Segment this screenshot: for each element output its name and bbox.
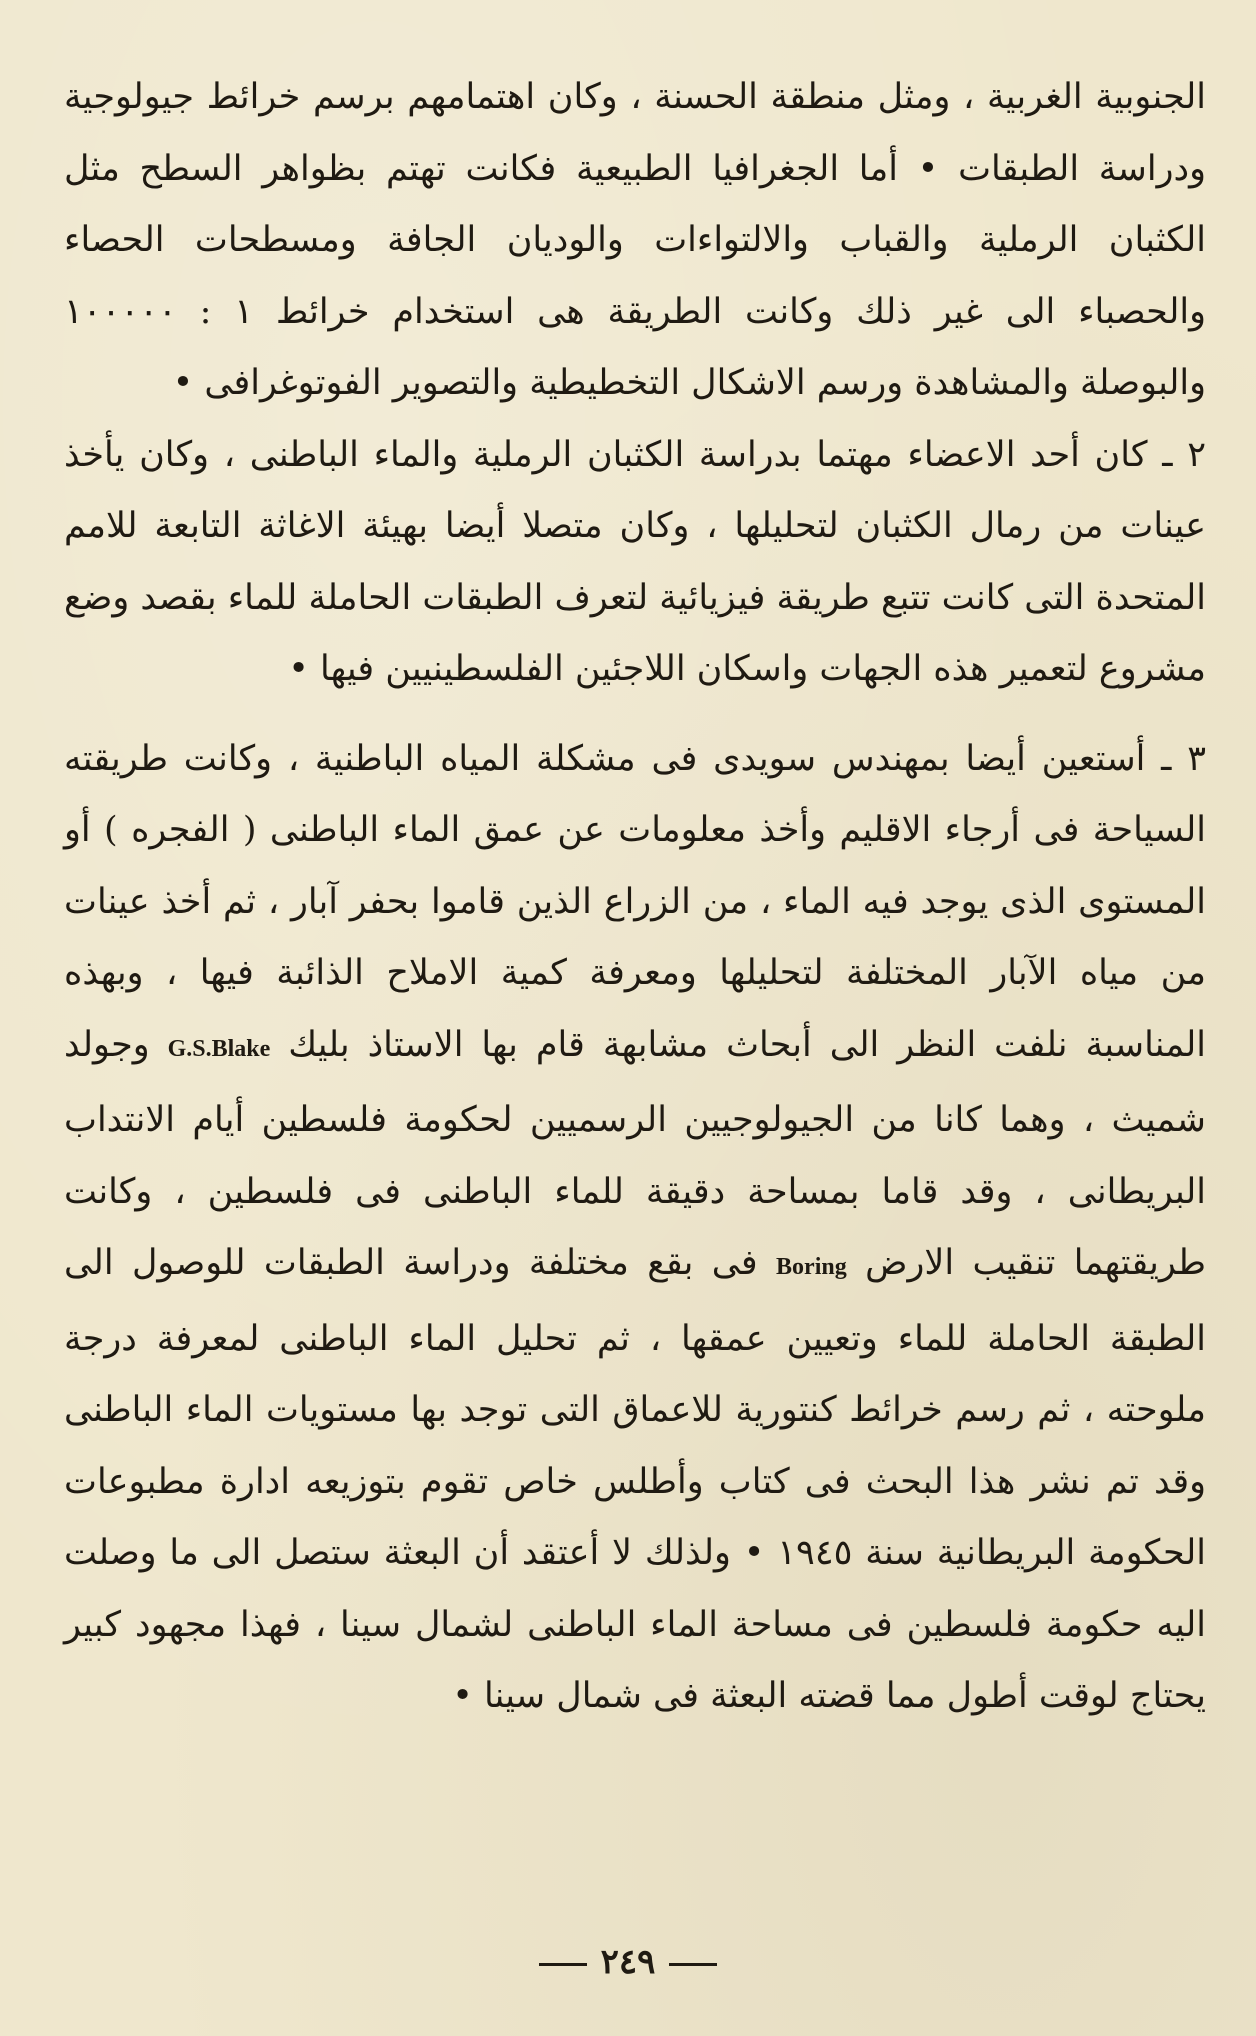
page-number: ٢٤٩ — [600, 1942, 656, 1982]
latin-term-boring: Boring — [776, 1254, 847, 1280]
paragraph-1: الجنوبية الغربية ، ومثل منطقة الحسنة ، وكان اهتمامهم برسم خرائط جيولوجية ودراسة الطبقات • أما الجغرافيا الطبيعية فكانت تهتم بظواهر السطح مثل الكثبان الرملية والقباب والالتواءات والوديان الجافة ومسطحات الحصاء والحصباء الى غير ذلك وكانت الطريقة هى استخدام خرائط ١ : ١٠٠٠٠٠ والبوصلة والمشاهدة ورسم الاشكال التخطيطية والتصوير الفوتوغرافى • — [64, 77, 1206, 403]
latin-name-blake: G.S.Blake — [167, 1035, 271, 1062]
paragraph-3-part-3: فى بقع مختلفة ودراسة الطبقات للوصول الى الطبقة الحاملة للماء وتعيين عمقها ، ثم تحليل الماء الباطنى لمعرفة درجة ملوحته ، ثم رسم خرائط كنتورية للاعماق التى توجد بها مستويات الماء الباطنى وقد تم نشر هذا البحث فى كتاب وأطلس خاص تقوم بتوزيعه ادارة مطبوعات الحكومة البريطانية سنة ١٩٤٥ • ولذلك لا أعتقد أن البعثة ستصل الى ما وصلت اليه حكومة فلسطين فى مساحة الماء الباطنى لشمال سينا ، فهذا مجهود كبير يحتاج لوقت أطول مما قضته البعثة فى شمال سينا • — [64, 1243, 1206, 1716]
body-text — [64, 62, 1206, 1733]
paragraph-3 — [64, 724, 1206, 1733]
paragraph-3-part-1: ٣ ـ أستعين أيضا بمهندس سويدى فى مشكلة المياه الباطنية ، وكانت طريقته السياحة فى أرجاء الاقليم وأخذ معلومات عن عمق الماء الباطنى ( الفجره ) أو المستوى الذى يوجد فيه الماء ، من الزراع الذين قاموا بحفر آبار ، ثم أخذ عينات من مياه الآبار المختلفة لتحليلها ومعرفة كمية الاملاح الذائبة فيها ، وبهذه المناسبة نلفت النظر الى أبحاث مشابهة قام بها الاستاذ بليك — [64, 738, 1206, 1065]
dash-right — [539, 1963, 587, 1966]
paragraph-2: ٢ ـ كان أحد الاعضاء مهتما بدراسة الكثبان الرملية والماء الباطنى ، وكان يأخذ عينات من رمال الكثبان لتحليلها ، وكان متصلا أيضا بهيئة الاغاثة التابعة للامم المتحدة التى كانت تتبع طريقة فيزيائية لتعرف الطبقات الحاملة للماء بقصد وضع مشروع لتعمير هذه الجهات واسكان اللاجئين الفلسطينيين فيها • — [64, 434, 1206, 689]
page-number-footer — [0, 1942, 1256, 1982]
dash-left — [669, 1963, 717, 1966]
paragraph-3-part-2: وجولد شميث ، وهما كانا من الجيولوجيين الرسميين لحكومة فلسطين أيام الانتداب البريطانى ، وقد قاما بمساحة دقيقة للماء الباطنى فى فلسطين ، وكانت طريقتهما تنقيب الارض — [64, 1024, 1206, 1283]
